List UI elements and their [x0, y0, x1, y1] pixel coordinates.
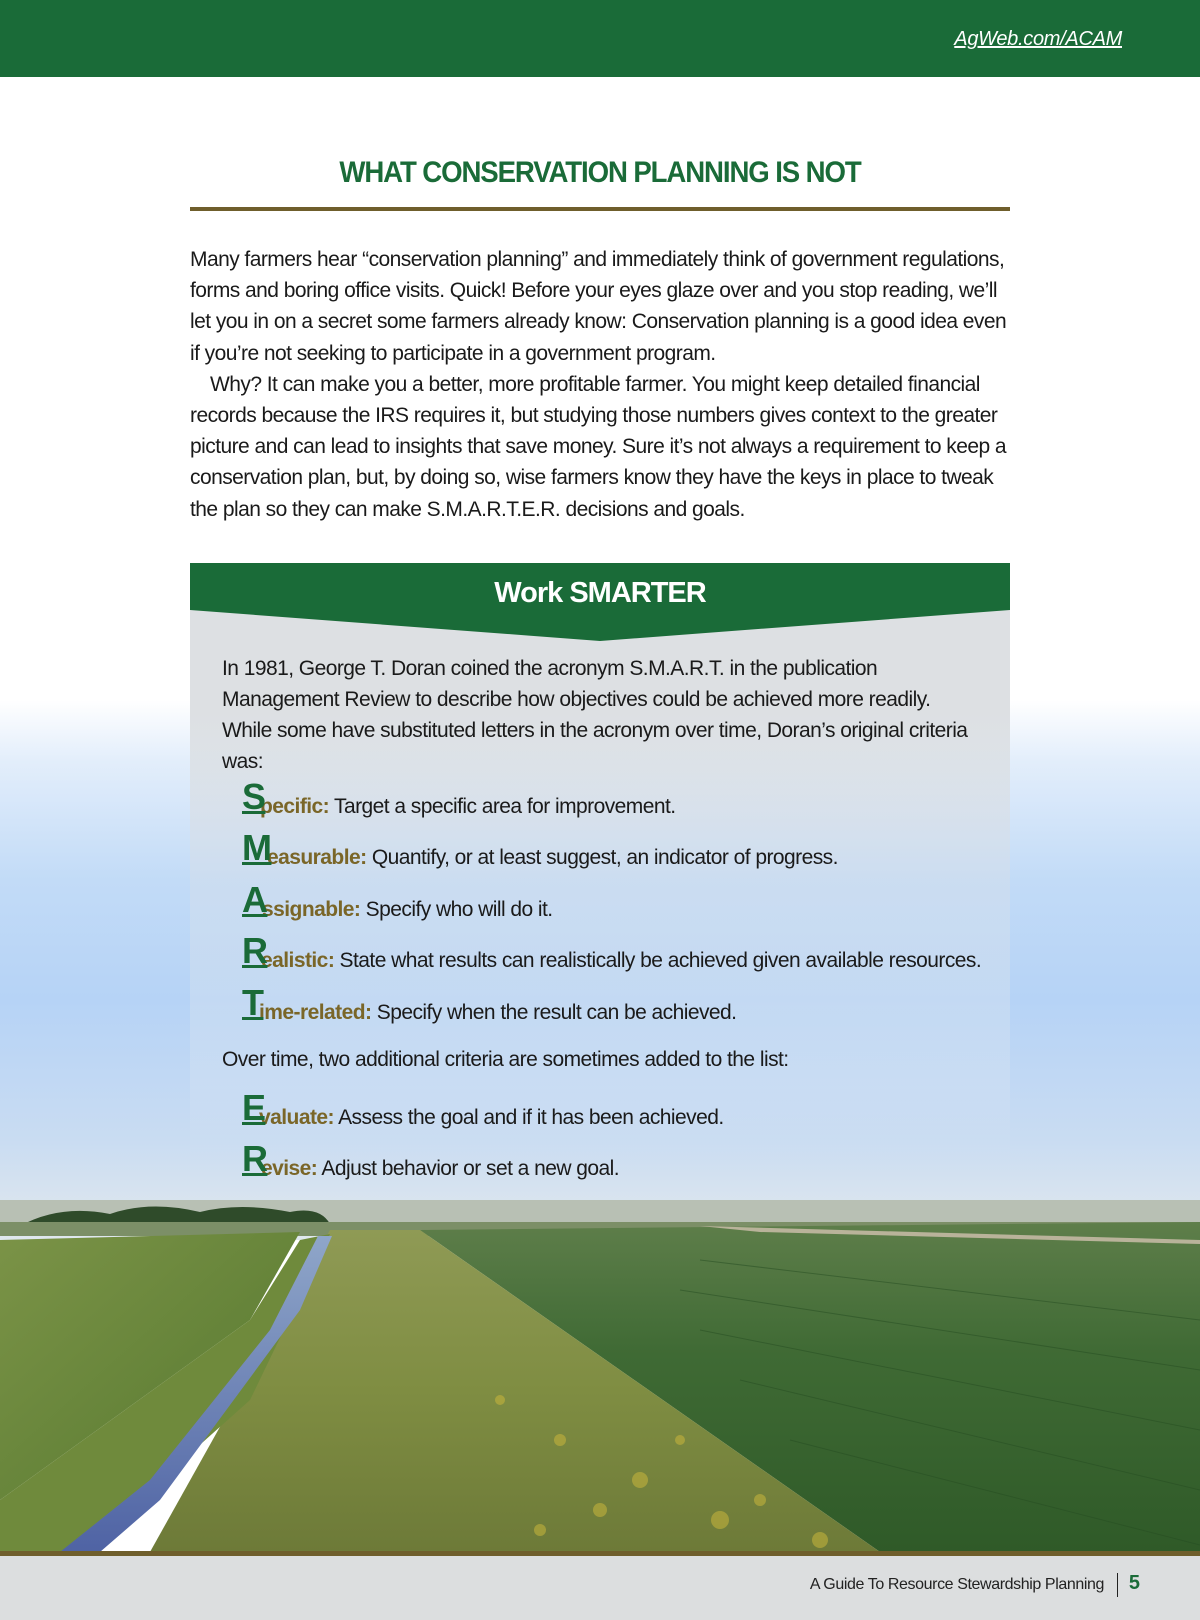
criterion-term: ssignable: [262, 897, 361, 921]
sidebar-body [222, 653, 982, 1199]
farmland-photo [0, 1200, 1200, 1552]
criterion-letter: T [242, 981, 264, 1023]
criterion-description: Specify when the result can be achieved. [371, 1000, 737, 1024]
criterion-assignable [242, 878, 982, 939]
title-divider [190, 207, 1010, 211]
criterion-revise [242, 1138, 982, 1198]
criterion-evaluate [242, 1086, 982, 1147]
criterion-term: valuate: [259, 1105, 334, 1129]
criterion-term: pecific: [260, 795, 330, 818]
criterion-letter: S [242, 776, 266, 817]
guide-title: A Guide To Resource Stewardship Planning [809, 1576, 1104, 1593]
top-banner [0, 0, 1200, 77]
sidebar-header [190, 563, 1010, 641]
criterion-description: Specify who will do it. [360, 897, 553, 921]
criterion-measurable [242, 827, 982, 887]
intro-text [190, 244, 1010, 525]
criterion-description: Adjust behavior or set a new goal. [317, 1157, 620, 1181]
criterion-term: ime-related: [259, 1000, 372, 1024]
criterion-term: ealistic: [261, 949, 335, 973]
criterion-letter: R [242, 1138, 268, 1180]
sidebar-intro: In 1981, George T. Doran coined the acronym S.M.A.R.T. in the publication Management Review to describe how objectives could be achieved more readily. While some have substituted letters in the acronym over time, Doran’s original criteria was: [222, 657, 968, 773]
page-number: 5 [1128, 1572, 1140, 1594]
criterion-description: Assess the goal and if it has been achieved. [333, 1105, 724, 1129]
criterion-time-related [242, 981, 982, 1042]
criterion-term: evise: [261, 1157, 318, 1181]
criterion-description: State what results can realistically be achieved given available resources. [334, 949, 982, 973]
page-footer [0, 1556, 1200, 1620]
footer-separator [1117, 1573, 1118, 1597]
criterion-description: Quantify, or at least suggest, an indicator of progress. [366, 846, 838, 870]
criterion-term: easurable: [267, 846, 367, 870]
criterion-specific [242, 776, 982, 836]
criterion-letter: R [242, 930, 268, 972]
section-title: WHAT CONSERVATION PLANNING IS NOT [339, 156, 861, 189]
work-smarter-sidebar [190, 563, 1010, 1181]
criterion-letter: A [242, 878, 268, 920]
criterion-realistic [242, 930, 982, 990]
intro-paragraph: Many farmers hear “conservation planning” and immediately think of government regulations, forms and boring office visits. Quick! Before your eyes glaze over and you stop reading, we’ll let you in on a secret some farmers already know: Conservation planning is a good idea even if you’re not seeking to participate in a government program. [190, 248, 1007, 365]
criterion-description: Target a specific area for improvement. [329, 795, 676, 818]
criterion-letter: E [242, 1086, 266, 1128]
criterion-letter: M [242, 827, 272, 869]
intro-paragraph: Why? It can make you a better, more profitable farmer. You might keep detailed financial records because the IRS requires it, but studying those numbers gives context to the greater picture and can lead to insights that save money. Sure it’s not always a requirement to keep a conservation plan, but, by doing so, wise farmers know they have the keys in place to tweak the plan so they can make S.M.A.R.T.E.R. decisions and goals. [190, 372, 1007, 521]
agweb-link[interactable]: AgWeb.com/ACAM [954, 28, 1122, 50]
additional-intro: Over time, two additional criteria are sometimes added to the list: [222, 1047, 789, 1071]
sidebar-title: Work SMARTER [494, 577, 706, 609]
